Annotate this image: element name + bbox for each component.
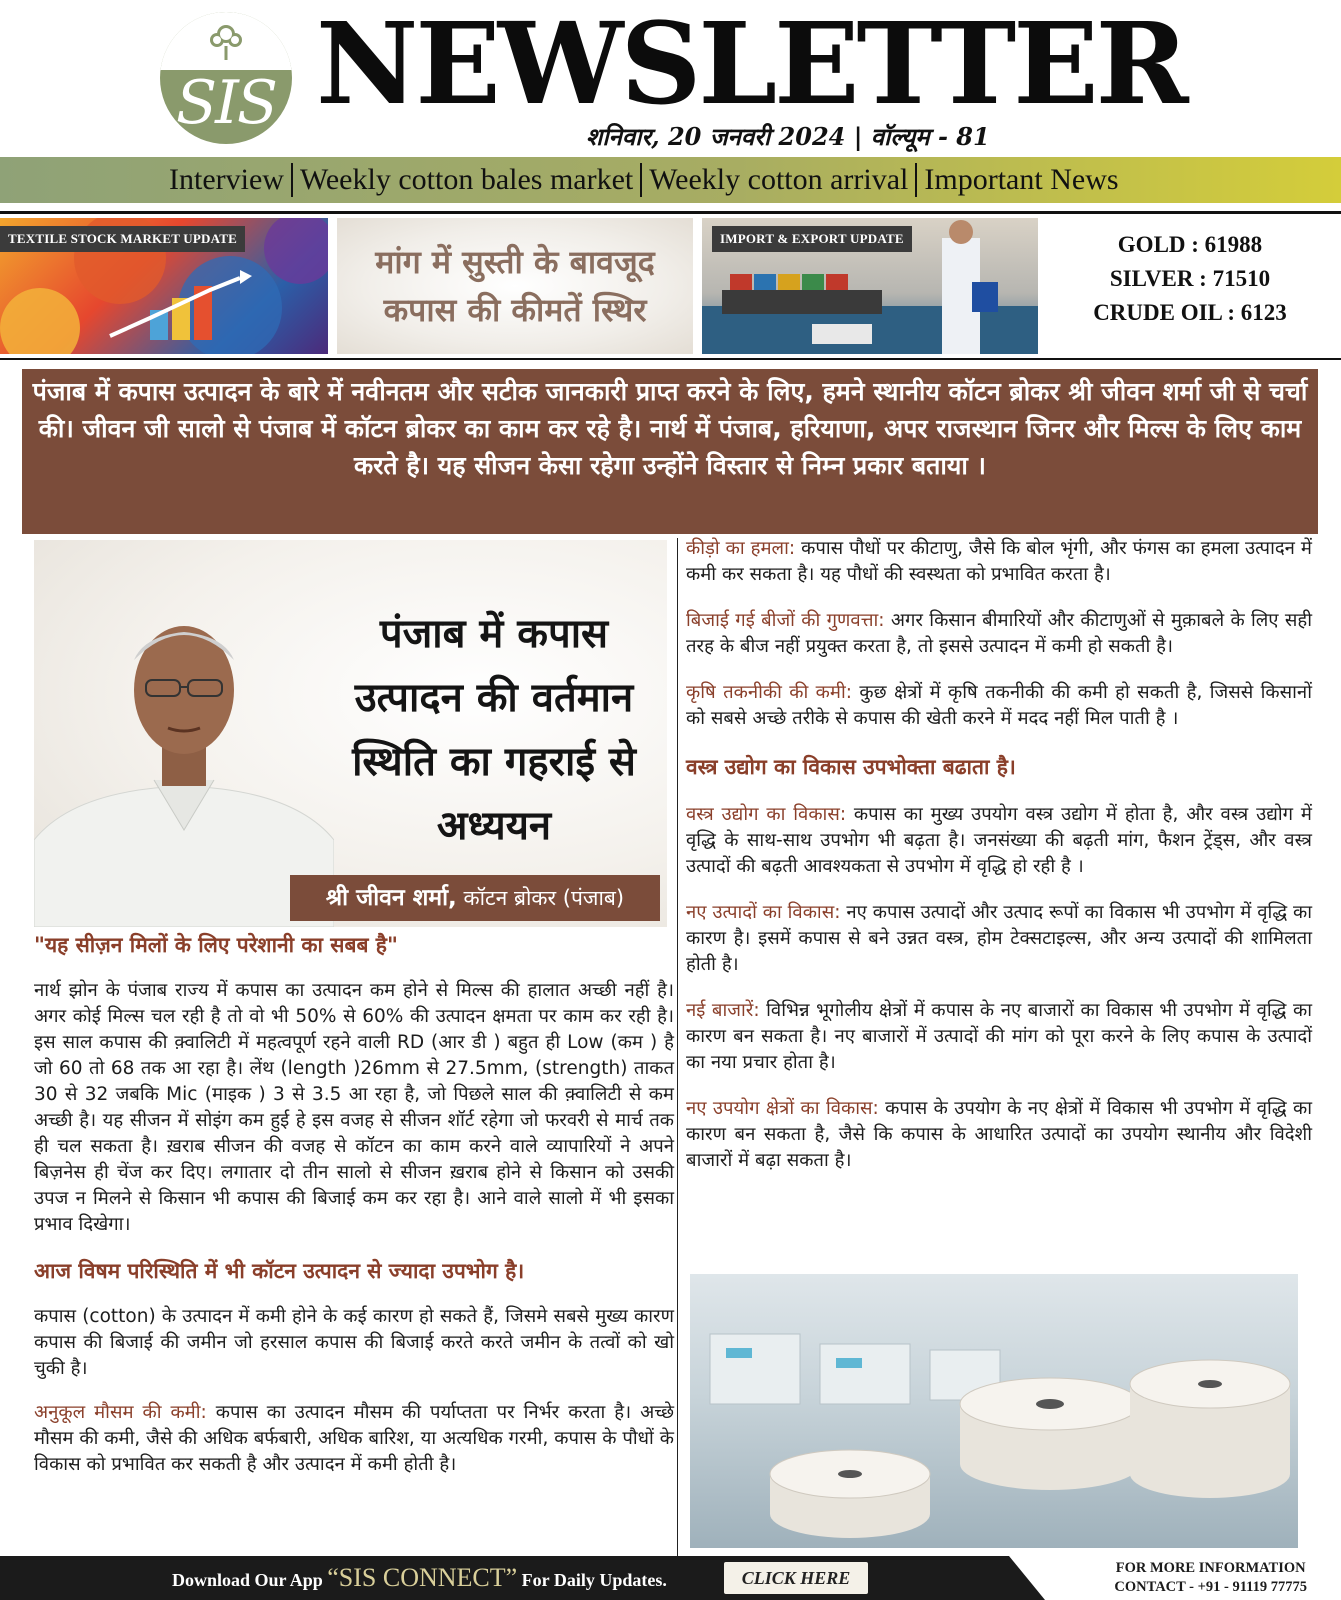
left-column [34,930,674,1478]
top-rule [0,211,1341,214]
crude-oil-price: CRUDE OIL : 6123 [1093,300,1287,325]
column-divider [677,538,678,1556]
text-new-products: नए कपास उत्पादों और उत्पाद रूपों का विकास भी उपभोग में वृद्धि का कारण है। इसमें कपास से बने उन्नत वस्त्र, होम टेक्सटाइल्स, और अन्य उत्पादों की शामिलता होती है। [686,902,1312,975]
yarn-cones-illustration [690,1274,1298,1548]
nav-item-weekly-cotton-arrival[interactable]: Weekly cotton arrival [649,163,909,196]
text-textile-industry: कपास का मुख्य उपयोग वस्त्र उद्योग में होता है, और वस्त्र उद्योग में वृद्धि के साथ-साथ उपभोग भी बढ़ता है। जनसंख्या की बढ़ती मांग, फैशन ट्रेंड्स, और वस्त्र उत्पादों की बढ़ती आवश्यकता से उपभोग में वृद्धि हो रही है । [686,804,1312,877]
footer-bar [0,1556,1341,1600]
nav-item-interview[interactable]: Interview [169,163,284,196]
right-paragraph-5 [686,900,1312,978]
lead-new-products: नए उत्पादों का विकास: [686,902,841,923]
body-paragraph-1: नार्थ झोन के पंजाब राज्य में कपास का उत्पादन कम होने से मिल्स की हालात अच्छी नहीं है। अगर कोई मिल्स चल रही है तो वो भी 50% से 60% की उत्पादन क्षमता पर काम कर रही है। इस साल कपास की क़्वालिटी में महत्वपूर्ण रहने वाली RD (आर डी ) बहुत ही Low (कम ) है जो 60 तो 68 तक आ रहा है। लेंथ (length )26mm से 27.5mm, (strength) ताकत 30 से 32 जबकि Mic (माइक ) 3 से 3.5 आ रहा है, जो पिछले साल की क़्वालिटी से कम अच्छी है। यह सीजन में सोइंग कम हुई हे इस वजह से सीजन शॉर्ट रहेगा जो फरवरी से मार्च तक ही चल सकता है। ख़राब सीजन की वजह से कॉटन का काम करने वाले व्यापारियों ने अपने बिज़नेस ही चेंज कर दिए। लगातार दो तीन सालो से सीजन ख़राब होने से किसान को उसकी उपज न मिलने से किसान भी कपास की बिजाई कम कर रहा है। आने वाले सालो में भी इसका प्रभाव दिखेगा। [34,980,674,1235]
sis-logo [160,12,292,144]
body-paragraph-3 [34,1400,674,1478]
lead-technology: कृषि तकनीकी की कमी: [686,682,852,703]
right-paragraph-7 [686,1096,1312,1174]
lead-textile-industry: वस्त्र उद्योग का विकास: [686,804,847,825]
right-paragraph-4 [686,802,1312,880]
app-name: “SIS CONNECT” [327,1563,518,1592]
lead-weather: अनुकूल मौसम की कमी: [34,1402,207,1423]
commodity-prices [1050,228,1330,330]
headline-line-2: कपास की कीमतें स्थिर [383,291,647,329]
section-heading-textile: वस्त्र उद्योग का विकास उपभोक्ता बढाता है। [686,755,1016,779]
app-download-promo [172,1562,667,1596]
headline-card-text [337,238,693,334]
right-paragraph-1 [686,536,1312,588]
textile-stock-market-card[interactable] [0,218,328,354]
cotton-boll-icon [204,18,248,62]
section-nav [162,161,1126,199]
interview-quote: "यह सीज़न मिलों के लिए परेशानी का सबब है" [34,933,398,957]
text-pests: कपास पौधों पर कीटाणु, जैसे कि बोल भृंगी, और फंगस का हमला उत्पादन में कमी कर सकता है। यह पौधों की स्वस्थता को प्रभावित करता है। [686,538,1312,585]
text-weather: कपास का उत्पादन मौसम की पर्याप्तता पर निर्भर करता है। अच्छे मौसम की कमी, जैसे की अधिक बर्फबारी, अधिक बारिश, या अत्यधिक गरमी, कपास के पौधों के विकास को प्रभावित कर सकती है और उत्पादन में कमी होती है। [34,1402,675,1475]
lead-new-uses: नए उपयोग क्षेत्रों का विकास: [686,1098,879,1119]
right-paragraph-2 [686,608,1312,660]
text-technology: कुछ क्षेत्रों में कृषि तकनीकी की कमी हो सकती है, जिससे किसानों को सबसे अच्छे तरीके से कपास की खेती करने में मदद नहीं मिल पाती है । [686,682,1312,729]
intro-banner: पंजाब में कपास उत्पादन के बारे में नवीनतम और सटीक जानकारी प्राप्त करने के लिए, हमने स्थानीय कॉटन ब्रोकर श्री जीवन शर्मा जी से चर्चा की। जीवन जी सालो से पंजाब में कॉटन ब्रोकर का काम कर रहे है। नार्थ में पंजाब, हरियाणा, अपर राजस्थान जिनर और मिल्स के लिए काम करते है। यह सीजन केसा रहेगा उन्होंने विस्तार से निम्न प्रकार बताया । [22,369,1318,534]
interviewee-role: कॉटन ब्रोकर (पंजाब) [456,886,625,910]
nav-item-weekly-bales-market[interactable]: Weekly cotton bales market [299,163,634,196]
gold-price: GOLD : 61988 [1117,232,1263,257]
contact-phone[interactable]: CONTACT - +91 - 91119 77775 [1114,1579,1307,1595]
headline-card[interactable] [337,218,693,354]
lead-seed-quality: बिजाई गई बीजों की गुणवत्ता: [686,610,885,631]
section-heading-consumption: आज विषम परिस्थिति में भी कॉटन उत्पादन से ज्यादा उपभोग है। [34,1259,525,1283]
download-text-pre: Download Our App [172,1570,328,1590]
section-nav-band [0,157,1341,203]
interviewee-name: श्री जीवन शर्मा, [325,885,457,911]
masthead-title: NEWSLETTER [316,0,1186,130]
headline-line-1: मांग में सुस्ती के बावजूद [375,243,655,281]
contact-info-heading: FOR MORE INFORMATION [1115,1560,1306,1576]
text-new-uses: कपास के उपयोग के नए क्षेत्रों में विकास भी उपभोग में वृद्धि का कारण बन सकता है, जैसे कि कपास के आधारित उत्पादों का उपयोग स्थानीय और विदेशी बाजारों में बढ़ा सकता है। [686,1098,1312,1171]
body-paragraph-2: कपास (cotton) के उत्पादन में कमी होने के कई कारण हो सकते हैं, जिसमे सबसे मुख्य कारण कपास की बिजाई की जमीन जो हरसाल कपास की बिजाई करते करते जमीन के तत्वों को खो चुकी है। [34,1306,674,1379]
feature-rule [0,358,1341,360]
lead-pests: कीड़ो का हमला: [686,538,796,559]
text-new-markets: विभिन्न भूगोलीय क्षेत्रों में कपास के नए बाजारों का विकास भी उपभोग में वृद्धि का कारण बन सकता है। नए बाजारों में उत्पादों की मांग को पूरा करने के लिए कपास के उत्पादों का नया प्रचार होता है। [686,1000,1312,1073]
import-export-card[interactable] [702,218,1038,354]
portrait-image [34,540,334,927]
interview-title: पंजाब में कपास उत्पादन की वर्तमान स्थिति का गहराई से अध्ययन [352,611,636,849]
text-seed-quality: अगर किसान बीमारियों और कीटाणुओं से मुक़ाबले के लिए सही तरह के बीज नहीं प्रयुक्त करता है, तो इससे उत्पादन में कमी हो सकती है। [686,610,1312,657]
click-here-button[interactable]: CLICK HERE [724,1562,868,1594]
contact-info [1114,1559,1307,1597]
logo-text: SIS [176,68,276,138]
interviewee-caption [290,875,660,921]
nav-item-important-news[interactable]: Important News [924,163,1119,196]
download-text-post: For Daily Updates. [517,1570,667,1590]
masthead-date-volume: शनिवार, 20 जनवरी 2024 | वॉल्यूम - 81 [586,122,990,151]
right-column [686,536,1312,1174]
right-paragraph-3 [686,680,1312,732]
right-paragraph-6 [686,998,1312,1076]
textile-stock-tag: TEXTILE STOCK MARKET UPDATE [0,226,245,252]
interview-hero [34,540,667,927]
lead-new-markets: नई बाजारें: [686,1000,760,1021]
yarn-factory-image [690,1274,1298,1548]
import-export-tag: IMPORT & EXPORT UPDATE [712,226,912,252]
silver-price: SILVER : 71510 [1109,266,1271,291]
